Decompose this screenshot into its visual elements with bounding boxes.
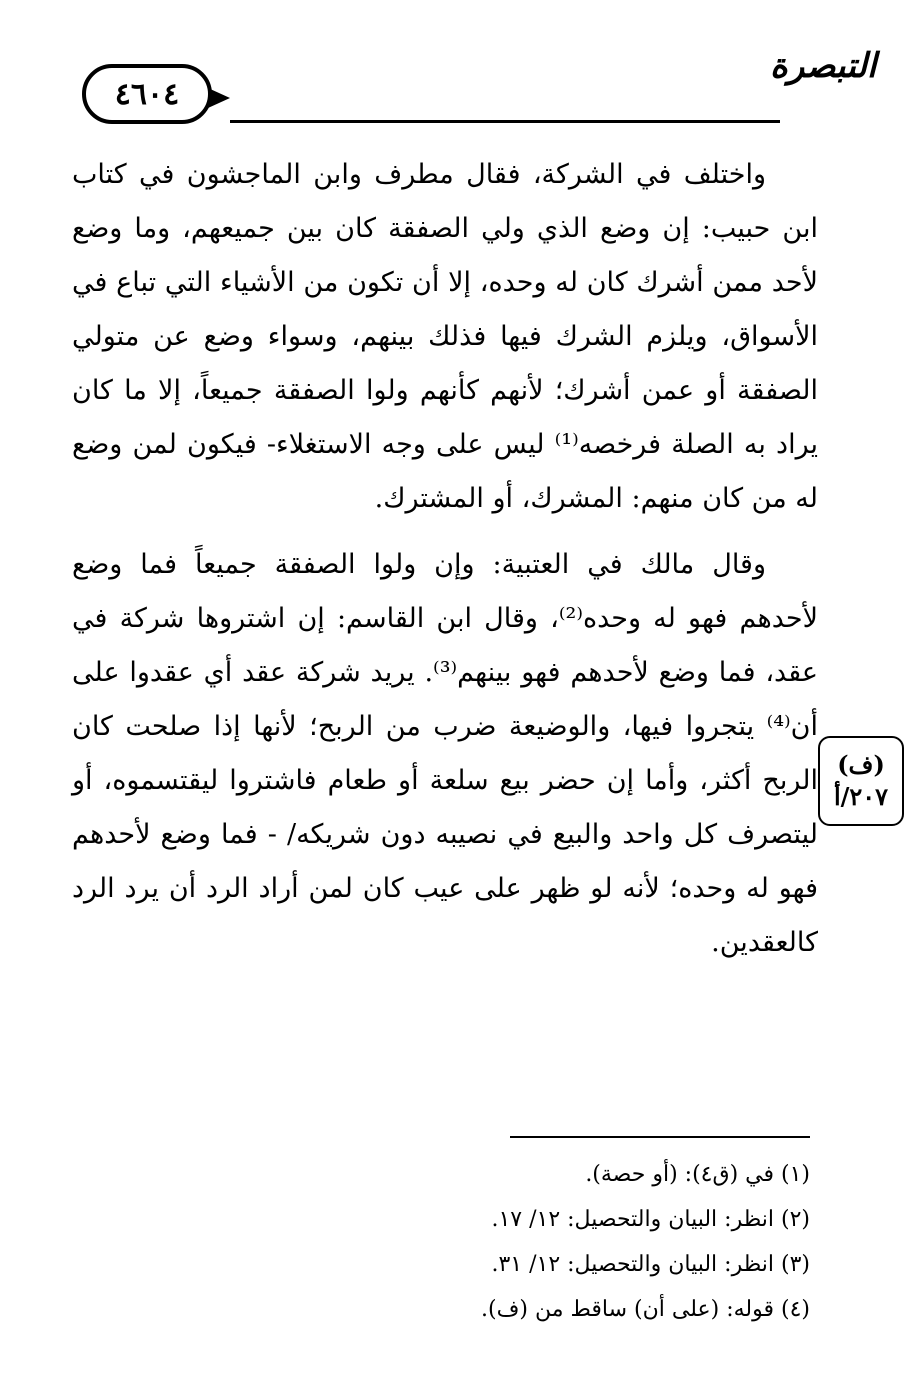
footnote: (٤) قوله: (على أن) ساقط من (ف). <box>481 1297 810 1322</box>
footnotes <box>100 1152 810 1332</box>
folio-number: ٢٠٧/أ <box>833 782 889 811</box>
footnote: (٢) انظر: البيان والتحصيل: ١٢/ ١٧. <box>491 1207 810 1232</box>
footnote-separator <box>510 1136 810 1138</box>
footnote: (٣) انظر: البيان والتحصيل: ١٢/ ٣١. <box>491 1252 810 1277</box>
footnote: (١) في (ق٤): (أو حصة). <box>585 1162 810 1187</box>
book-title: التبصرة <box>770 46 877 86</box>
page-number: ٤٦٠٤ <box>82 64 212 124</box>
folio-source: (ف) <box>837 750 885 779</box>
header-rule <box>230 120 780 123</box>
page-header <box>60 40 877 130</box>
main-text <box>72 148 818 982</box>
paragraph: وقال مالك في العتبية: وإن ولوا الصفقة جميعاً فما وضع لأحدهم فهو له وحده⁽²⁾، وقال ابن القاسم: إن اشتروها شركة في عقد، فما وضع لأحدهم فهو بينهم⁽³⁾. يريد شركة عقد أي عقدوا على أن⁽⁴⁾ يتجروا فيها، والوضيعة ضرب من الربح؛ لأنها إذا صلحت كان الربح أكثر، وأما إن حضر بيع سلعة أو طعام فاشتروا ليقتسموه، أو ليتصرف كل واحد والبيع في نصيبه دون شريكه/ - فما وضع لأحدهم فهو له وحده؛ لأنه لو ظهر على عيب كان لمن أراد الرد أن يرد الرد كالعقدين. <box>72 549 818 958</box>
manuscript-folio-note <box>818 736 904 826</box>
paragraph: واختلف في الشركة، فقال مطرف وابن الماجشون في كتاب ابن حبيب: إن وضع الذي ولي الصفقة كان بين جميعهم، وما وضع لأحد ممن أشرك كان له وحده، إلا أن تكون من الأشياء التي تباع في الأسواق، ويلزم الشرك فيها فذلك بينهم، وسواء وضع عن متولي الصفقة أو عمن أشرك؛ لأنهم كأنهم ولوا الصفقة جميعاً، إلا ما كان يراد به الصلة فرخصه⁽¹⁾ ليس على وجه الاستغلاء- فيكون لمن وضع له من كان منهم: المشرك، أو المشترك. <box>72 159 818 514</box>
